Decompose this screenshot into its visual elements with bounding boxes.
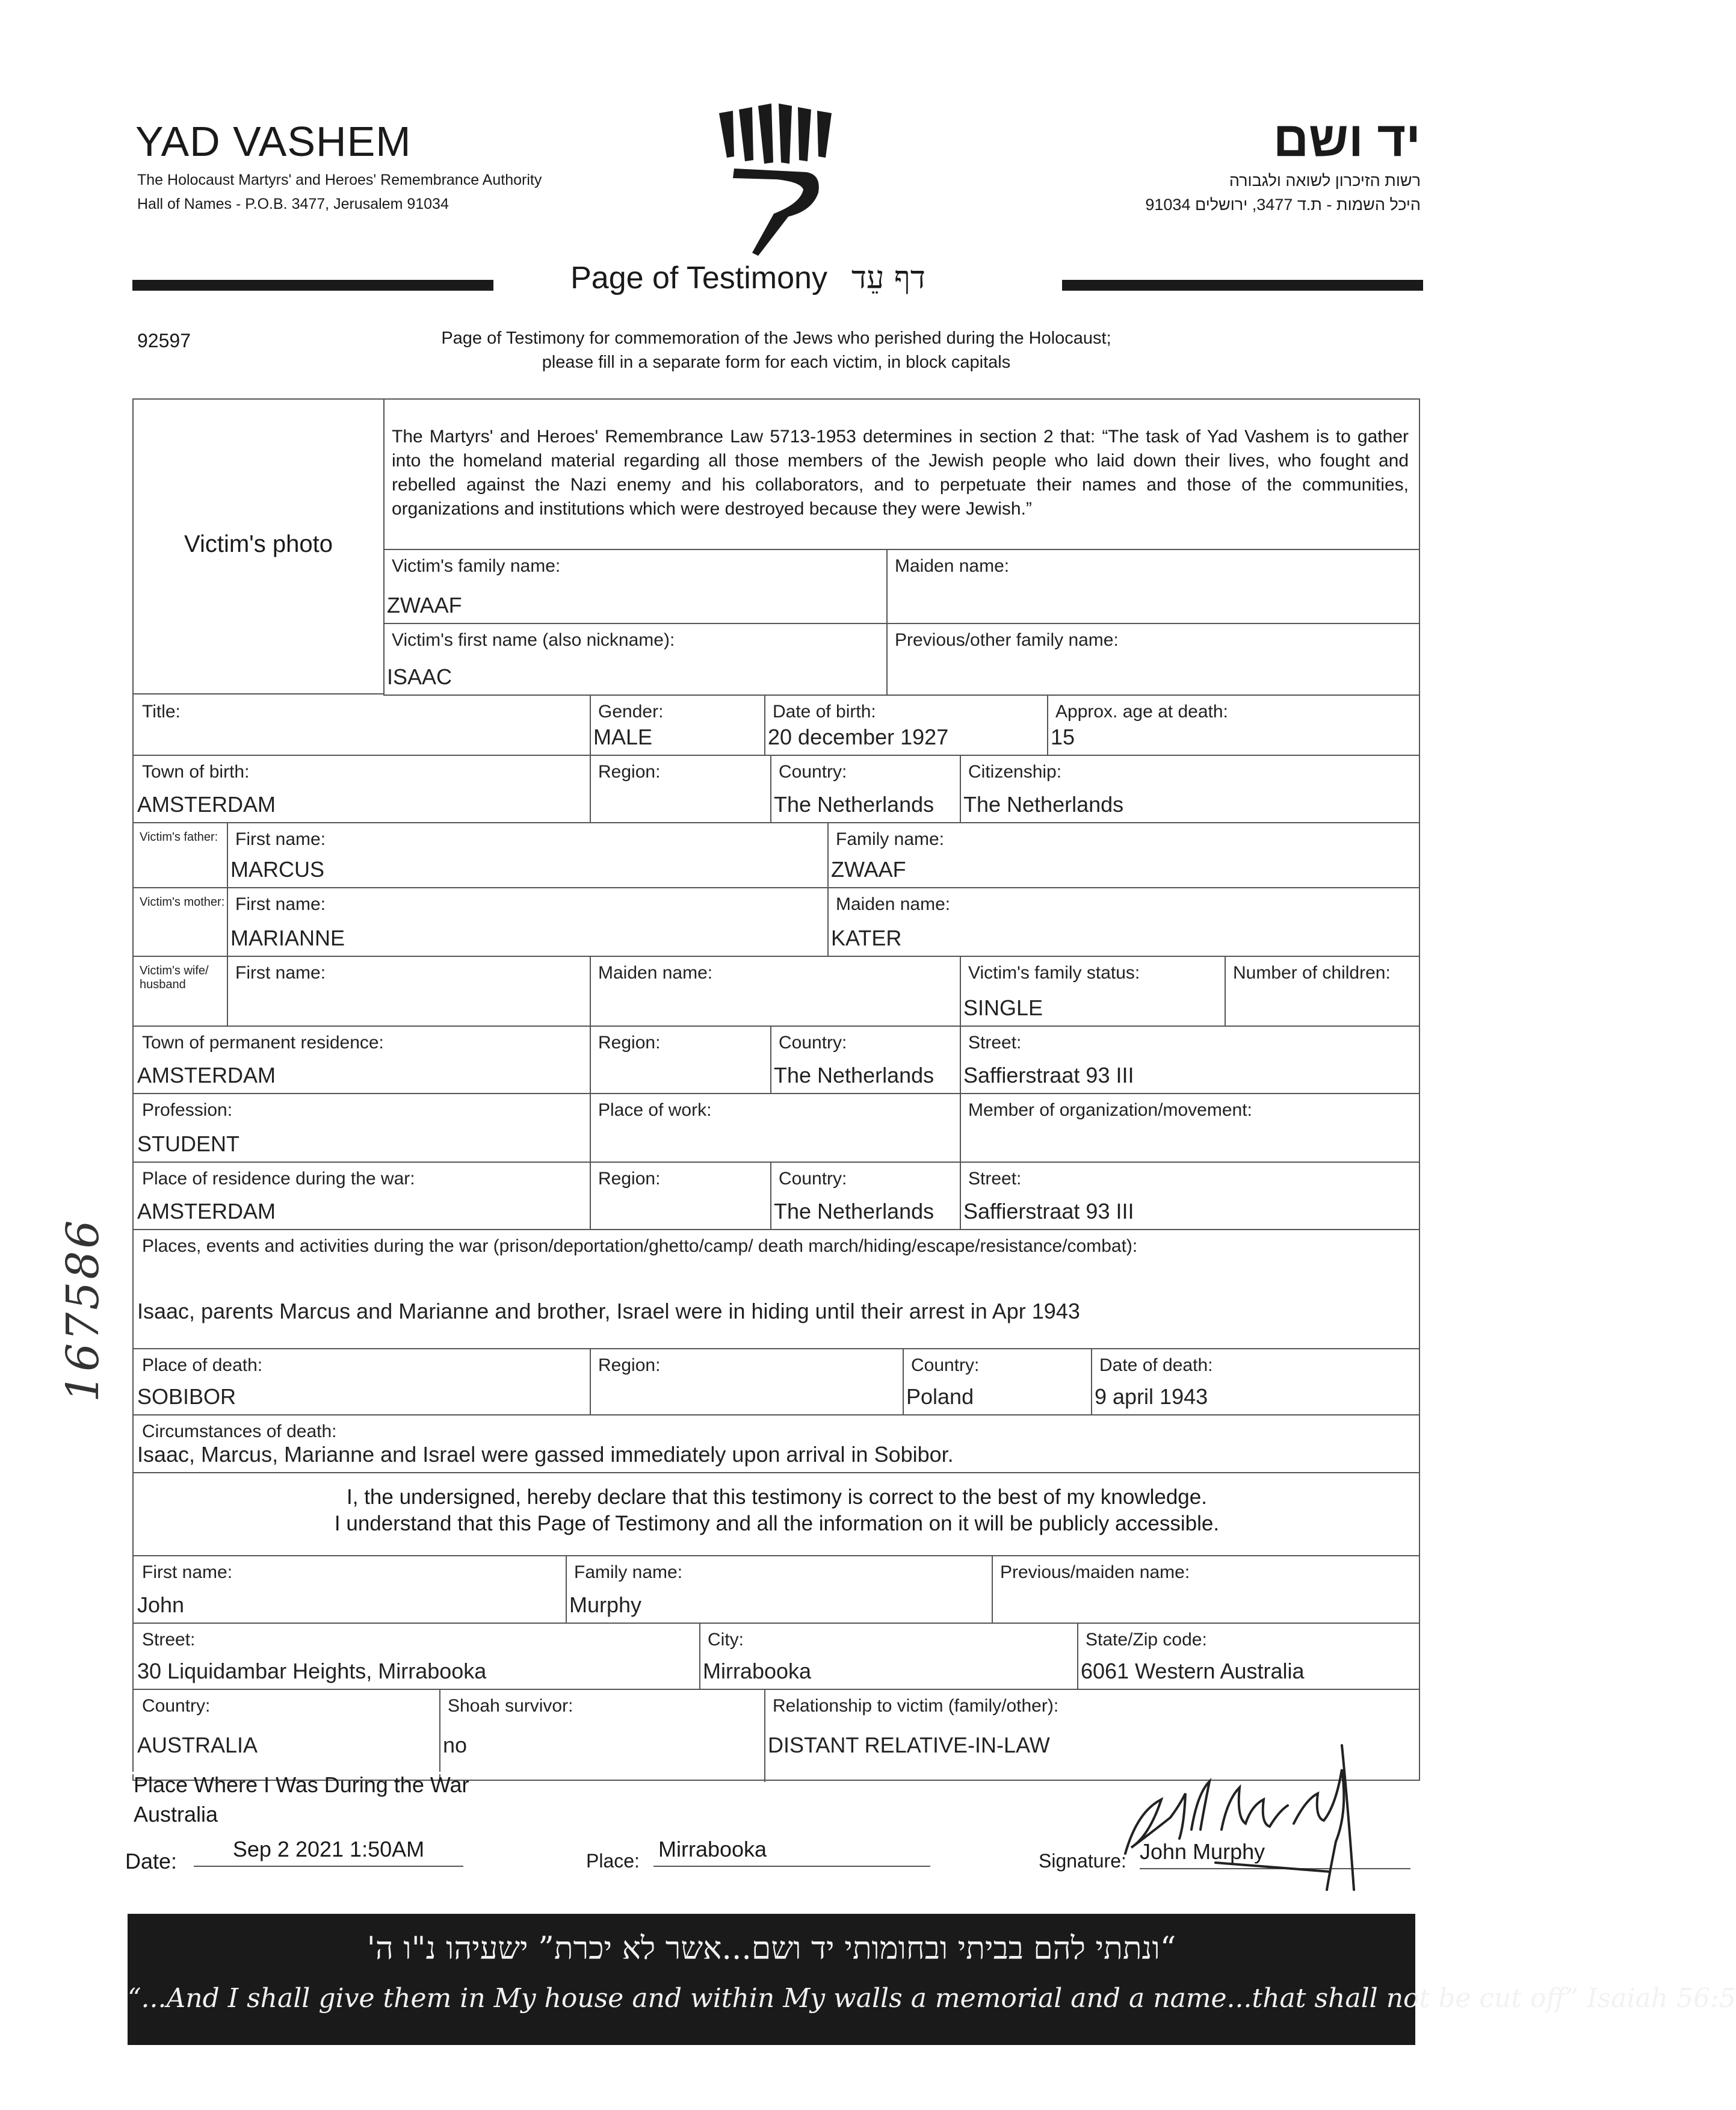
- residence-country-field[interactable]: Country: The Netherlands: [770, 1026, 961, 1094]
- shoah-survivor-field[interactable]: Shoah survivor: no: [439, 1689, 765, 1782]
- submitter-country-field[interactable]: Country: AUSTRALIA: [134, 1689, 440, 1782]
- permanent-residence-field[interactable]: Town of permanent residence: AMSTERDAM: [134, 1026, 591, 1094]
- place-label: Place:: [586, 1850, 640, 1872]
- death-country-field[interactable]: Country: Poland: [903, 1348, 1092, 1415]
- mother-maiden-name-field[interactable]: Maiden name: KATER: [827, 887, 1420, 957]
- relationship-field[interactable]: Relationship to victim (family/other): DISTANT RELATIVE-IN-LAW: [768, 1696, 1059, 1757]
- father-first-name-field[interactable]: First name: MARCUS: [227, 822, 829, 888]
- date-of-birth-field[interactable]: Date of birth: 20 december 1927: [764, 695, 1048, 756]
- place-field[interactable]: Mirrabooka: [653, 1837, 930, 1867]
- date-of-death-field[interactable]: Date of death: 9 april 1943: [1091, 1348, 1420, 1415]
- war-street-field[interactable]: Street: Saffierstraat 93 III: [960, 1162, 1420, 1230]
- page-title: [0, 260, 1496, 296]
- birth-country-field[interactable]: Country: The Netherlands: [770, 755, 961, 823]
- first-name-field[interactable]: Victim's first name (also nickname): ISAAC: [383, 623, 888, 696]
- number-of-children-field[interactable]: Number of children:: [1225, 956, 1420, 1027]
- maiden-name-field[interactable]: Maiden name:: [886, 549, 1420, 624]
- circumstances-of-death-field[interactable]: Circumstances of death: Isaac, Marcus, Marianne and Israel were gassed immediately upon arrival in Sobibor.: [134, 1414, 1420, 1473]
- previous-name-field[interactable]: Previous/other family name:: [886, 623, 1420, 696]
- war-country-field[interactable]: Country: The Netherlands: [770, 1162, 961, 1230]
- place-during-war-label: Place Where I Was During the War: [134, 1772, 469, 1797]
- father-row-label: Victim's father:: [134, 822, 228, 888]
- submitter-family-name-field[interactable]: Family name: Murphy: [566, 1555, 993, 1624]
- gender-field[interactable]: Gender: MALE: [590, 695, 765, 756]
- citizenship-field[interactable]: Citizenship: The Netherlands: [960, 755, 1420, 823]
- title-en: Page of Testimony: [570, 261, 827, 295]
- org-name-en: YAD VASHEM: [135, 118, 412, 165]
- handwritten-margin-number: 167586: [57, 1217, 109, 1402]
- testimony-form: [132, 398, 1420, 1781]
- submitter-city-field[interactable]: City: Mirrabooka: [699, 1623, 1078, 1690]
- mother-first-name-field[interactable]: First name: MARIANNE: [227, 887, 829, 957]
- banner-english: “...And I shall give them in My house and within My walls a memorial and a name...that shall not be cut off” Isaiah 56:5: [128, 1983, 1736, 2014]
- victim-photo-box: Victim's photo: [134, 400, 385, 695]
- father-family-name-field[interactable]: Family name: ZWAAF: [827, 822, 1420, 888]
- death-region-field[interactable]: Region:: [590, 1348, 904, 1415]
- war-events-field[interactable]: Places, events and activities during the war (prison/deportation/ghetto/camp/ death march/hiding/escape/resistance/combat): Isaac, parents Marcus and Marianne and brother, Israel were in hiding until their arrest in Apr 1943: [134, 1229, 1420, 1349]
- title-he: דף עֵד: [851, 260, 925, 296]
- handwritten-signature: [1113, 1733, 1378, 1914]
- birth-region-field[interactable]: Region:: [590, 755, 771, 823]
- yad-vashem-logo: [716, 102, 836, 259]
- mother-row-label: Victim's mother:: [134, 887, 228, 957]
- town-of-birth-field[interactable]: Town of birth: AMSTERDAM: [134, 755, 591, 823]
- law-text-box: The Martyrs' and Heroes' Remembrance Law 5713-1953 determines in section 2 that: “The task of Yad Vashem is to gather into the homeland material regarding all those members of the Jewish people who laid down their lives, who fought and rebelled against the Nazi enemy and his collaborators, and to perpetuate their names and those of the communities, organizations and institutions which were destroyed because they were Jewish.”: [383, 400, 1420, 550]
- banner-hebrew: “ונתתי להם בביתי ובחומותי יד ושם...אשר לא יכרת” ישעיהו נ"ו ה': [366, 1931, 1176, 1967]
- war-region-field[interactable]: Region:: [590, 1162, 771, 1230]
- spouse-first-name-field[interactable]: First name:: [227, 956, 591, 1027]
- organization-member-field[interactable]: Member of organization/movement:: [960, 1093, 1420, 1163]
- title-field[interactable]: Title:: [134, 695, 591, 756]
- spouse-maiden-name-field[interactable]: Maiden name:: [590, 956, 961, 1027]
- family-name-field[interactable]: Victim's family name: ZWAAF: [383, 549, 888, 624]
- submitter-previous-name-field[interactable]: Previous/maiden name:: [992, 1555, 1420, 1624]
- war-residence-field[interactable]: Place of residence during the war: AMSTERDAM: [134, 1162, 591, 1230]
- residence-street-field[interactable]: Street: Saffierstraat 93 III: [960, 1026, 1420, 1094]
- place-of-work-field[interactable]: Place of work:: [590, 1093, 961, 1163]
- org-line2-en: Hall of Names - P.O.B. 3477, Jerusalem 91034: [137, 196, 449, 212]
- org-line1-he: רשות הזיכרון לשואה ולגבורה: [1229, 172, 1421, 190]
- intro-text: Page of Testimony for commemoration of the Jews who perished during the Holocaust; please fill in a separate form for each victim, in block capitals: [441, 329, 1111, 372]
- document-number: 92597: [137, 330, 191, 351]
- isaiah-quote-banner: [128, 1914, 1736, 2045]
- org-line1-en: The Holocaust Martyrs' and Heroes' Remembrance Authority: [137, 172, 542, 188]
- place-of-death-field[interactable]: Place of death: SOBIBOR: [134, 1348, 591, 1415]
- profession-field[interactable]: Profession: STUDENT: [134, 1093, 591, 1163]
- date-field[interactable]: Sep 2 2021 1:50AM: [194, 1837, 463, 1867]
- place-during-war-value: Australia: [134, 1802, 218, 1827]
- org-name-he: יד ושם: [1273, 112, 1421, 167]
- submitter-first-name-field[interactable]: First name: John: [134, 1555, 567, 1624]
- org-line2-he: היכל השמות - ת.ד 3477, ירושלים 91034: [1145, 196, 1421, 214]
- date-label: Date:: [125, 1849, 178, 1873]
- signature-label: Signature:: [1039, 1850, 1126, 1872]
- age-at-death-field[interactable]: Approx. age at death: 15: [1047, 695, 1420, 756]
- declaration: I, the undersigned, hereby declare that this testimony is correct to the best of my knowledge. I understand that this Page of Testimony and all the information on it will be publicly accessible.: [134, 1472, 1420, 1556]
- residence-region-field[interactable]: Region:: [590, 1026, 771, 1094]
- submitter-state-field[interactable]: State/Zip code: 6061 Western Australia: [1077, 1623, 1420, 1690]
- submitter-street-field[interactable]: Street: 30 Liquidambar Heights, Mirrabooka: [134, 1623, 700, 1690]
- family-status-field[interactable]: Victim's family status: SINGLE: [960, 956, 1226, 1027]
- spouse-row-label: Victim's wife/ husband: [134, 956, 228, 1027]
- signature-name: John Murphy: [1140, 1839, 1265, 1864]
